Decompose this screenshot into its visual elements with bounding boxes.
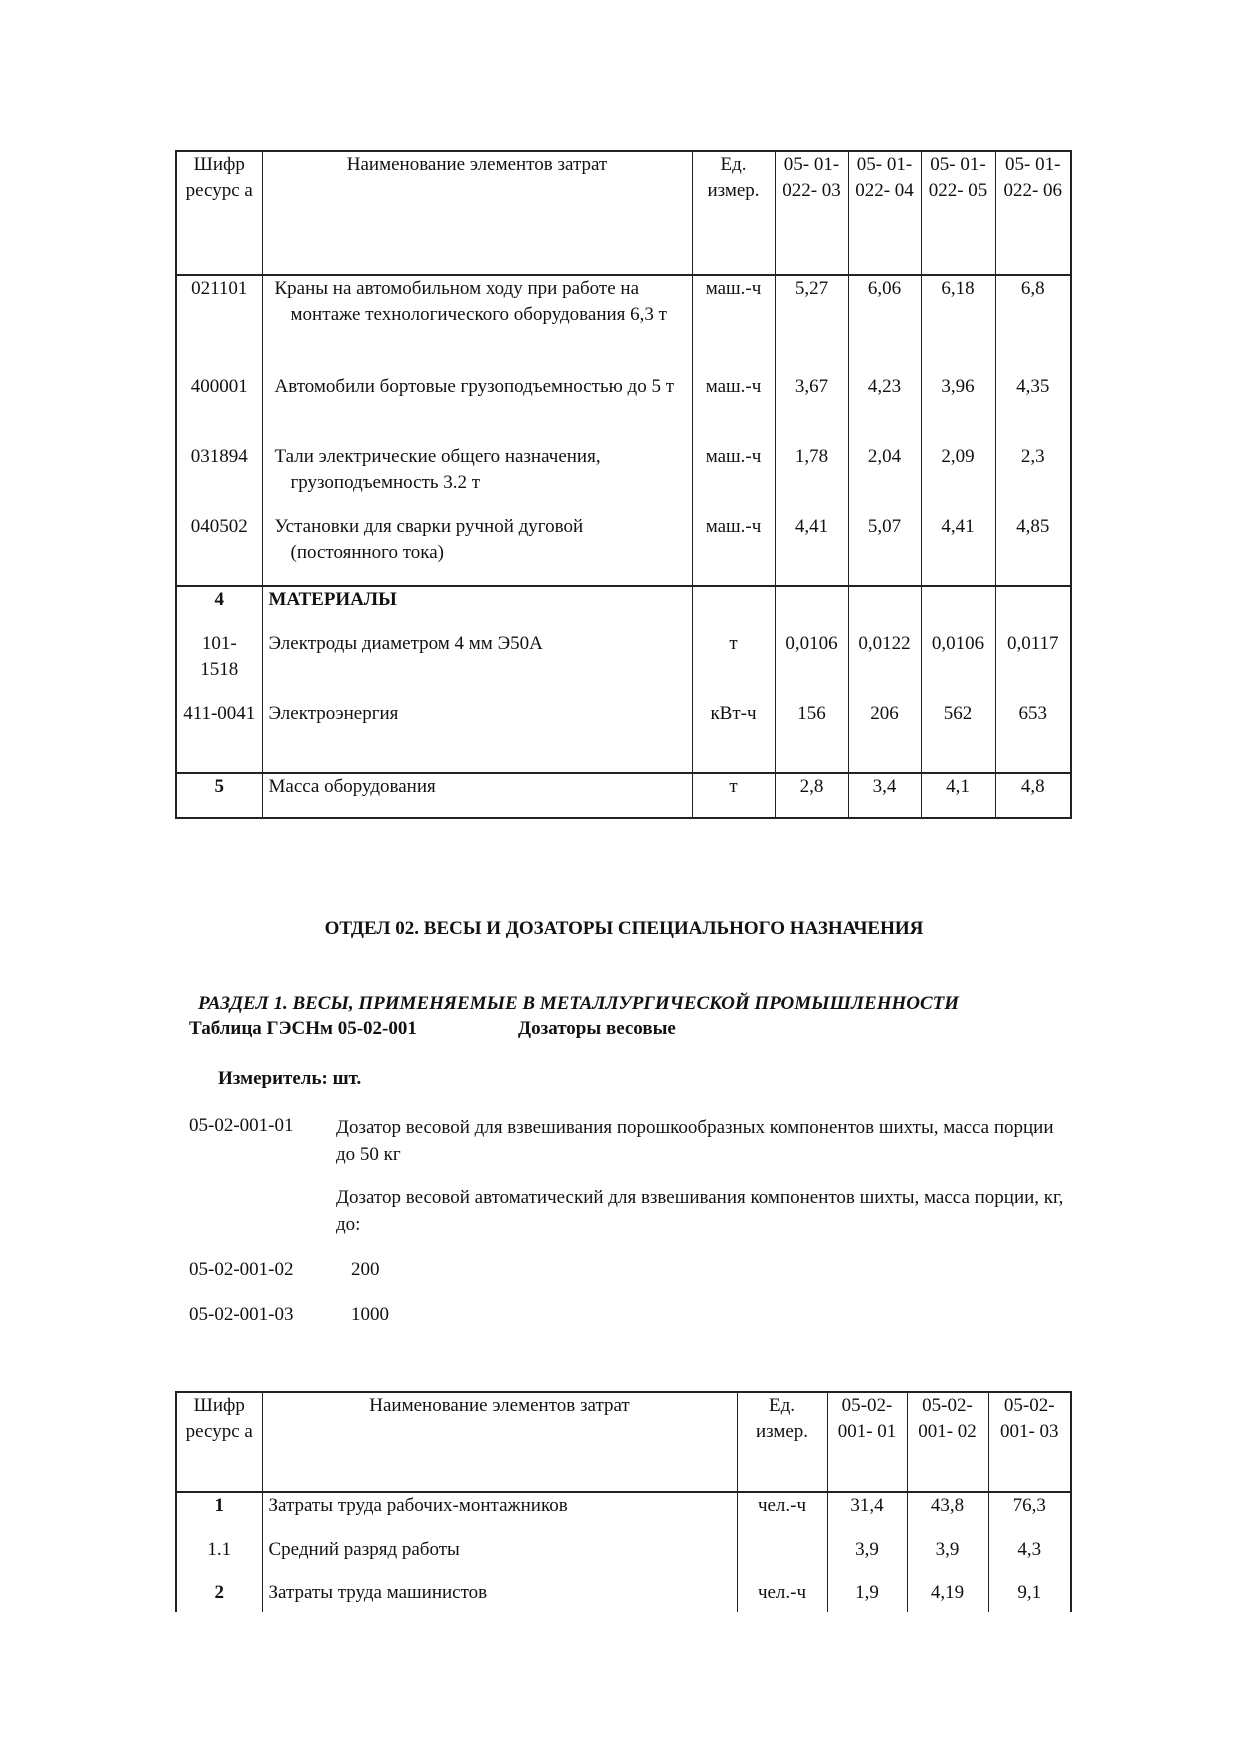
row-name: Автомобили бортовые грузоподъемностью до 5 т bbox=[262, 374, 692, 444]
item-code: 05-02-001-01 bbox=[189, 1115, 294, 1136]
row-value: 0,0106 bbox=[775, 631, 848, 701]
row-unit: маш.-ч bbox=[692, 374, 775, 444]
table-label: Таблица ГЭСНм 05-02-001 bbox=[189, 1018, 417, 1039]
row-value: 6,8 bbox=[995, 275, 1071, 374]
row-value: 4,41 bbox=[921, 514, 995, 586]
resource-table-1 bbox=[175, 150, 1072, 819]
row-value: 43,8 bbox=[907, 1492, 988, 1537]
item-code: 05-02-001-02 bbox=[189, 1259, 294, 1280]
row-value: 3,9 bbox=[827, 1537, 907, 1580]
row-unit: кВт-ч bbox=[692, 701, 775, 773]
row-name: Установки для сварки ручной дуговой (постоянного тока) bbox=[262, 514, 692, 586]
row-code: 1 bbox=[176, 1492, 262, 1537]
header-name: Наименование элементов затрат bbox=[262, 1392, 737, 1492]
row-code: 101-1518 bbox=[200, 633, 239, 680]
row-value: 156 bbox=[775, 701, 848, 773]
table-row bbox=[176, 773, 1071, 818]
row-value: 3,4 bbox=[848, 773, 921, 818]
row-value: 2,8 bbox=[775, 773, 848, 818]
row-name: Электроэнергия bbox=[262, 701, 692, 773]
row-unit: т bbox=[692, 773, 775, 818]
row-code: 5 bbox=[176, 773, 262, 818]
row-value: 6,18 bbox=[921, 275, 995, 374]
row-value: 4,1 bbox=[921, 773, 995, 818]
row-value: 206 bbox=[848, 701, 921, 773]
header-col-04: 05- 01- 022- 04 bbox=[848, 151, 921, 275]
table-row bbox=[176, 1537, 1071, 1580]
row-unit: чел.-ч bbox=[737, 1492, 827, 1537]
row-unit bbox=[692, 586, 775, 631]
row-code: 021101 bbox=[176, 275, 262, 374]
row-value: 4,3 bbox=[988, 1537, 1071, 1580]
header-col-01: 05-02- 001- 01 bbox=[827, 1392, 907, 1492]
row-value: 0,0106 bbox=[921, 631, 995, 701]
row-value bbox=[995, 586, 1071, 631]
row-value: 0,0117 bbox=[995, 631, 1071, 701]
table-header-row bbox=[176, 1392, 1071, 1492]
row-name: Средний разряд работы bbox=[262, 1537, 737, 1580]
table-row bbox=[176, 1580, 1071, 1612]
header-col-03: 05- 01- 022- 03 bbox=[775, 151, 848, 275]
table-row bbox=[176, 631, 1071, 701]
row-value: 5,27 bbox=[775, 275, 848, 374]
row-value: 4,35 bbox=[995, 374, 1071, 444]
row-value: 4,8 bbox=[995, 773, 1071, 818]
row-code: 411-0041 bbox=[183, 703, 256, 724]
row-code: 400001 bbox=[190, 376, 248, 397]
table-row bbox=[176, 275, 1071, 374]
header-code: Шифр ресурс а bbox=[185, 154, 253, 201]
row-unit: чел.-ч bbox=[737, 1580, 827, 1612]
header-col-02: 05-02- 001- 02 bbox=[907, 1392, 988, 1492]
header-name: Наименование элементов затрат bbox=[262, 151, 692, 275]
row-value: 0,0122 bbox=[848, 631, 921, 701]
row-unit: маш.-ч bbox=[692, 444, 775, 514]
row-value: 4,41 bbox=[775, 514, 848, 586]
row-value: 2,09 bbox=[921, 444, 995, 514]
row-name: Затраты труда рабочих-монтажников bbox=[262, 1492, 737, 1537]
row-value: 6,06 bbox=[848, 275, 921, 374]
row-unit: маш.-ч bbox=[692, 514, 775, 586]
row-value: 4,23 bbox=[848, 374, 921, 444]
table-row bbox=[176, 514, 1071, 586]
header-unit: Ед. измер. bbox=[692, 151, 775, 275]
table-title: Дозаторы весовые bbox=[518, 1018, 676, 1039]
razdel-heading: РАЗДЕЛ 1. ВЕСЫ, ПРИМЕНЯЕМЫЕ В МЕТАЛЛУРГИЧЕСКОЙ ПРОМЫШЛЕННОСТИ bbox=[198, 993, 960, 1014]
table-row bbox=[176, 701, 1071, 773]
row-value: 3,96 bbox=[921, 374, 995, 444]
row-name: Электроды диаметром 4 мм Э50А bbox=[262, 631, 692, 701]
row-value: 4,19 bbox=[907, 1580, 988, 1612]
row-name: Тали электрические общего назначения, грузоподъемность 3.2 т bbox=[262, 444, 692, 514]
table-section-row bbox=[176, 586, 1071, 631]
header-col-06: 05- 01- 022- 06 bbox=[995, 151, 1071, 275]
row-value: 31,4 bbox=[827, 1492, 907, 1537]
row-code: 031894 bbox=[190, 446, 248, 467]
row-value bbox=[775, 586, 848, 631]
table-row bbox=[176, 1492, 1071, 1537]
item-text: 1000 bbox=[351, 1304, 389, 1325]
otdel-heading: ОТДЕЛ 02. ВЕСЫ И ДОЗАТОРЫ СПЕЦИАЛЬНОГО НАЗНАЧЕНИЯ bbox=[324, 918, 924, 939]
row-code: 040502 bbox=[190, 516, 248, 537]
row-unit: маш.-ч bbox=[692, 275, 775, 374]
row-value: 562 bbox=[921, 701, 995, 773]
row-name: Краны на автомобильном ходу при работе на монтаже технологического оборудования 6,3 т bbox=[262, 275, 692, 374]
row-value: 653 bbox=[995, 701, 1071, 773]
row-name: Затраты труда машинистов bbox=[262, 1580, 737, 1612]
row-name: Масса оборудования bbox=[262, 773, 692, 818]
item-text: Дозатор весовой автоматический для взвешивания компонентов шихты, масса порции, кг, до: bbox=[336, 1187, 1064, 1235]
row-value: 1,9 bbox=[827, 1580, 907, 1612]
table-row bbox=[176, 444, 1071, 514]
header-col-03: 05-02- 001- 03 bbox=[988, 1392, 1071, 1492]
row-value: 3,9 bbox=[907, 1537, 988, 1580]
row-code: 4 bbox=[176, 586, 262, 631]
row-value: 2,04 bbox=[848, 444, 921, 514]
meter-label: Измеритель: шт. bbox=[218, 1068, 362, 1089]
row-code: 1.1 bbox=[207, 1539, 232, 1560]
row-value: 1,78 bbox=[775, 444, 848, 514]
row-value: 5,07 bbox=[848, 514, 921, 586]
row-value bbox=[921, 586, 995, 631]
row-value: 9,1 bbox=[988, 1580, 1071, 1612]
row-unit: т bbox=[692, 631, 775, 701]
table-header-row bbox=[176, 151, 1071, 275]
table-row bbox=[176, 374, 1071, 444]
header-code: Шифр ресурс а bbox=[185, 1395, 253, 1442]
row-name: МАТЕРИАЛЫ bbox=[262, 586, 692, 631]
item-text: Дозатор весовой для взвешивания порошкообразных компонентов шихты, масса порции до 50 кг bbox=[336, 1117, 1054, 1165]
item-text: 200 bbox=[351, 1259, 380, 1280]
row-unit bbox=[737, 1537, 827, 1580]
row-code: 2 bbox=[214, 1582, 224, 1603]
header-col-05: 05- 01- 022- 05 bbox=[921, 151, 995, 275]
row-value bbox=[848, 586, 921, 631]
header-unit: Ед. измер. bbox=[737, 1392, 827, 1492]
row-value: 76,3 bbox=[988, 1492, 1071, 1537]
row-value: 2,3 bbox=[995, 444, 1071, 514]
item-code: 05-02-001-03 bbox=[189, 1304, 294, 1325]
row-value: 3,67 bbox=[775, 374, 848, 444]
row-value: 4,85 bbox=[995, 514, 1071, 586]
resource-table-2 bbox=[175, 1391, 1072, 1612]
